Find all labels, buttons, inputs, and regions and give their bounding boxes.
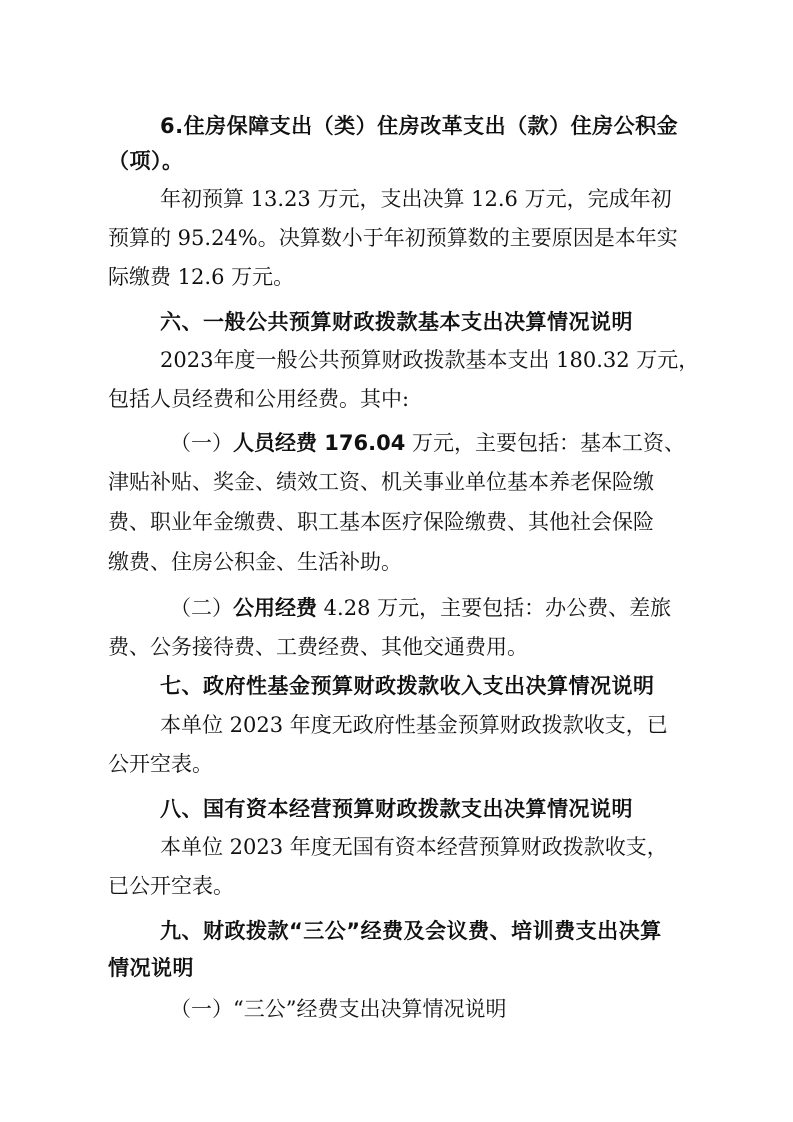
section-heading-housing-cont: （项）。 xyxy=(108,149,184,173)
section-heading-housing: 6.住房保障支出（类）住房改革支出（款）住房公积金 xyxy=(160,114,679,138)
paragraph-line: 费、职业年金缴费、职工基本医疗保险缴费、其他社会保险 xyxy=(108,510,654,534)
paragraph-line: 费、公务接待费、工费经费、其他交通费用。 xyxy=(108,635,528,659)
bold-term-public: 公用经费 xyxy=(233,596,317,620)
paragraph-line: 预算的 95.24%。决算数小于年初预算数的主要原因是本年实 xyxy=(108,226,678,250)
paragraph-text: 4.28 万元，主要包括：办公费、差旅 xyxy=(317,596,672,620)
item-number: （一） xyxy=(170,431,233,455)
subsection-heading: （一）“三公”经费支出决算情况说明 xyxy=(170,997,507,1021)
section-heading-seven: 七、政府性基金预算财政拨款收入支出决算情况说明 xyxy=(160,674,655,698)
item-number: （二） xyxy=(170,596,233,620)
paragraph-line: 缴费、住房公积金、生活补助。 xyxy=(108,550,402,574)
paragraph-line: 津贴补贴、奖金、绩效工资、机关事业单位基本养老保险缴 xyxy=(108,470,654,494)
paragraph-line: 年初预算 13.23 万元，支出决算 12.6 万元，完成年初 xyxy=(160,187,672,211)
paragraph-line-personnel xyxy=(170,428,685,458)
paragraph-line: 际缴费 12.6 万元。 xyxy=(108,265,295,289)
section-heading-nine-cont: 情况说明 xyxy=(108,956,194,980)
paragraph-line: 公开空表。 xyxy=(108,752,213,776)
section-heading-nine: 九、财政拨款“三公”经费及会议费、培训费支出决算 xyxy=(160,919,662,943)
section-heading-six: 六、一般公共预算财政拨款基本支出决算情况说明 xyxy=(160,310,633,334)
section-heading-eight: 八、国有资本经营预算财政拨款支出决算情况说明 xyxy=(160,797,633,821)
paragraph-line: 2023年度一般公共预算财政拨款基本支出 180.32 万元， xyxy=(160,348,700,372)
paragraph-text: 万元，主要包括：基本工资、 xyxy=(405,431,686,455)
paragraph-line: 已公开空表。 xyxy=(108,874,234,898)
bold-term-personnel: 人员经费 176.04 xyxy=(233,431,406,455)
paragraph-line-public xyxy=(170,593,671,623)
paragraph-line: 本单位 2023 年度无国有资本经营预算财政拨款收支， xyxy=(160,835,668,859)
paragraph-line: 包括人员经费和公用经费。其中: xyxy=(108,387,410,411)
paragraph-line: 本单位 2023 年度无政府性基金预算财政拨款收支，已 xyxy=(160,713,668,737)
